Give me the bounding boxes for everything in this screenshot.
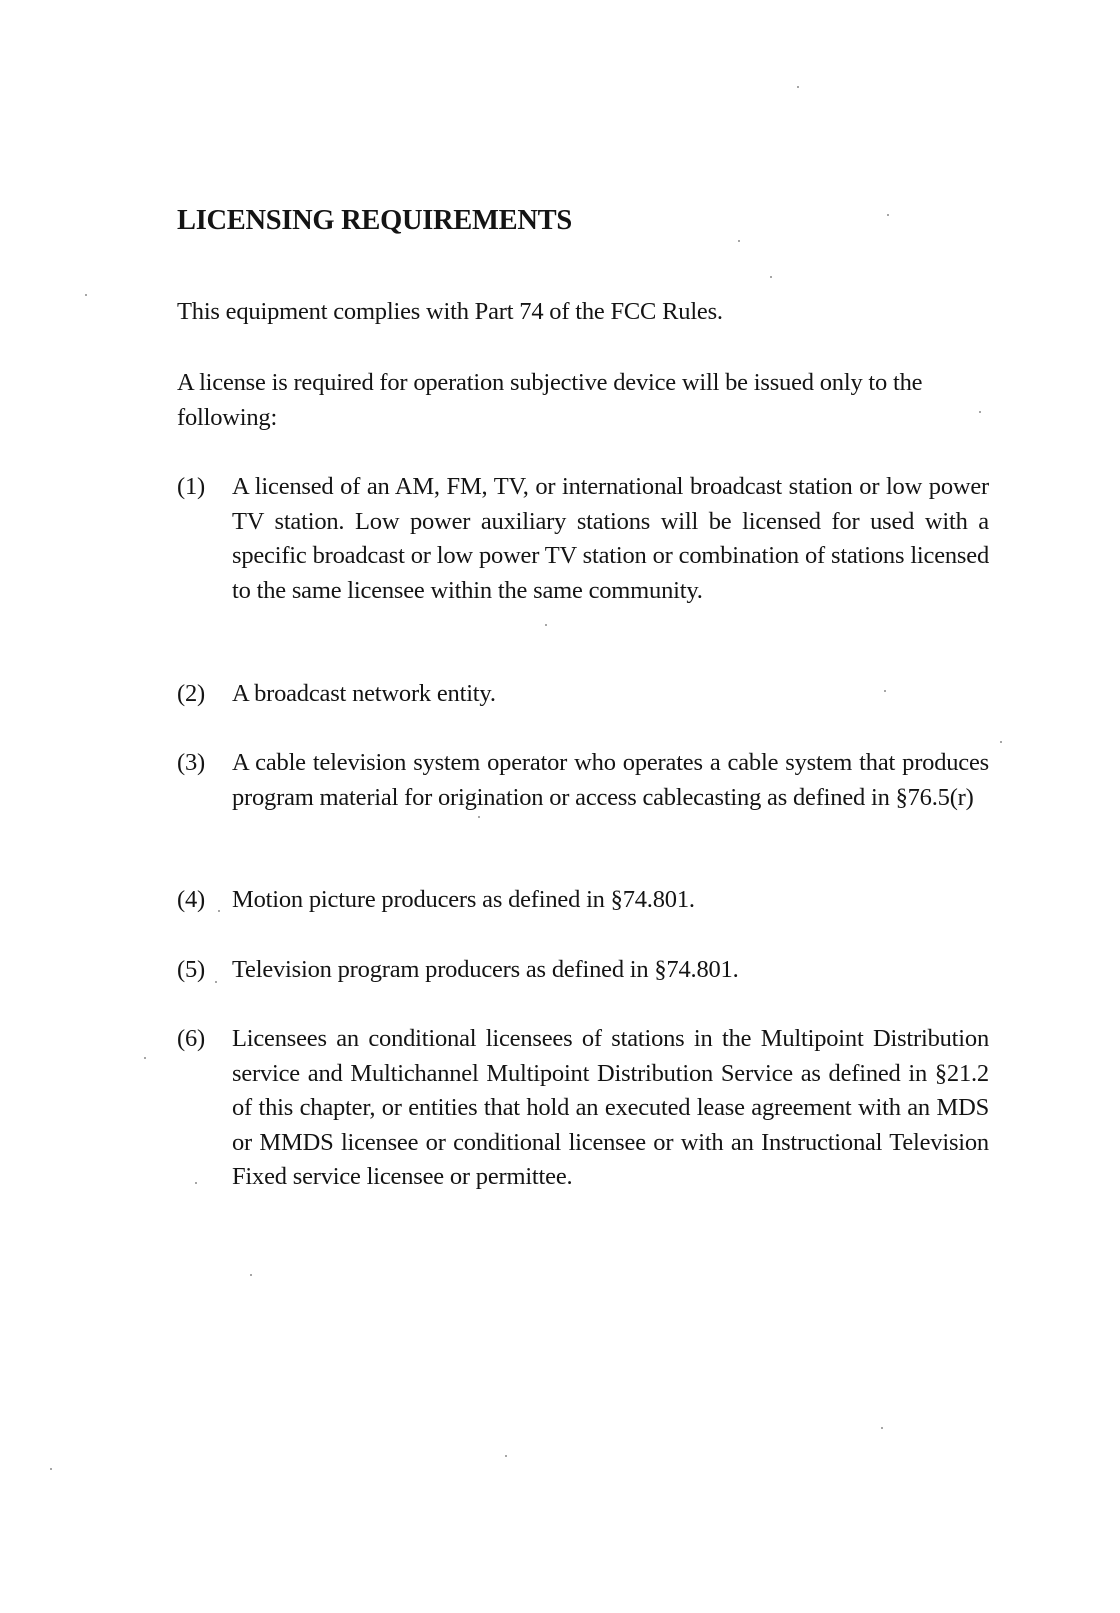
list-item-text: A broadcast network entity. <box>232 680 496 707</box>
list-item-text: Television program producers as defined in §74.801. <box>232 956 739 983</box>
compliance-statement: This equipment complies with Part 74 of the FCC Rules. <box>177 298 723 325</box>
list-item <box>177 953 989 988</box>
scan-speck <box>797 86 799 88</box>
list-item-number: (1) <box>177 473 205 500</box>
page-title: LICENSING REQUIREMENTS <box>177 205 572 236</box>
list-item-number: (5) <box>177 956 205 983</box>
scan-speck <box>144 1057 146 1059</box>
scan-speck <box>887 214 889 216</box>
list-item-number: (3) <box>177 749 205 776</box>
scan-speck <box>195 1182 197 1184</box>
scan-speck <box>884 690 886 692</box>
scan-speck <box>979 411 981 413</box>
list-item-number: (6) <box>177 1025 205 1052</box>
list-item <box>177 677 989 712</box>
scan-speck <box>505 1455 507 1457</box>
scan-speck <box>770 276 772 278</box>
scan-speck <box>545 624 547 626</box>
list-item-text: A licensed of an AM, FM, TV, or international broadcast station or low power TV station. Low power auxiliary stations will be licensed for used with a specific broadcast or low power TV station or combination of stations licensed to the same licensee within the same community. <box>232 473 989 604</box>
list-item <box>177 1022 989 1195</box>
scan-speck <box>250 1274 252 1276</box>
scan-speck <box>738 240 740 242</box>
scan-speck <box>881 1427 883 1429</box>
scan-speck <box>218 910 220 912</box>
scan-speck <box>1000 741 1002 743</box>
license-lead-paragraph: A license is required for operation subjective device will be issued only to the following: <box>177 369 923 431</box>
list-item <box>177 470 989 608</box>
scan-speck <box>478 816 480 818</box>
list-item-text: Licensees an conditional licensees of stations in the Multipoint Distribution service and Multichannel Multipoint Distribution Service as defined in §21.2 of this chapter, or entities that hold an executed lease agreement with an MDS or MMDS licensee or conditional licensee or with an Instructional Television Fixed service licensee or permittee. <box>232 1025 989 1190</box>
scan-speck <box>50 1468 52 1470</box>
list-item-text: Motion picture producers as defined in §74.801. <box>232 886 695 913</box>
scan-speck <box>85 294 87 296</box>
list-item-number: (4) <box>177 886 205 913</box>
list-item-text: A cable television system operator who operates a cable system that produces program material for origination or access cablecasting as defined in §76.5(r) <box>232 749 989 811</box>
scan-speck <box>215 981 217 983</box>
list-item <box>177 883 989 918</box>
list-item-number: (2) <box>177 680 205 707</box>
list-item <box>177 746 989 815</box>
